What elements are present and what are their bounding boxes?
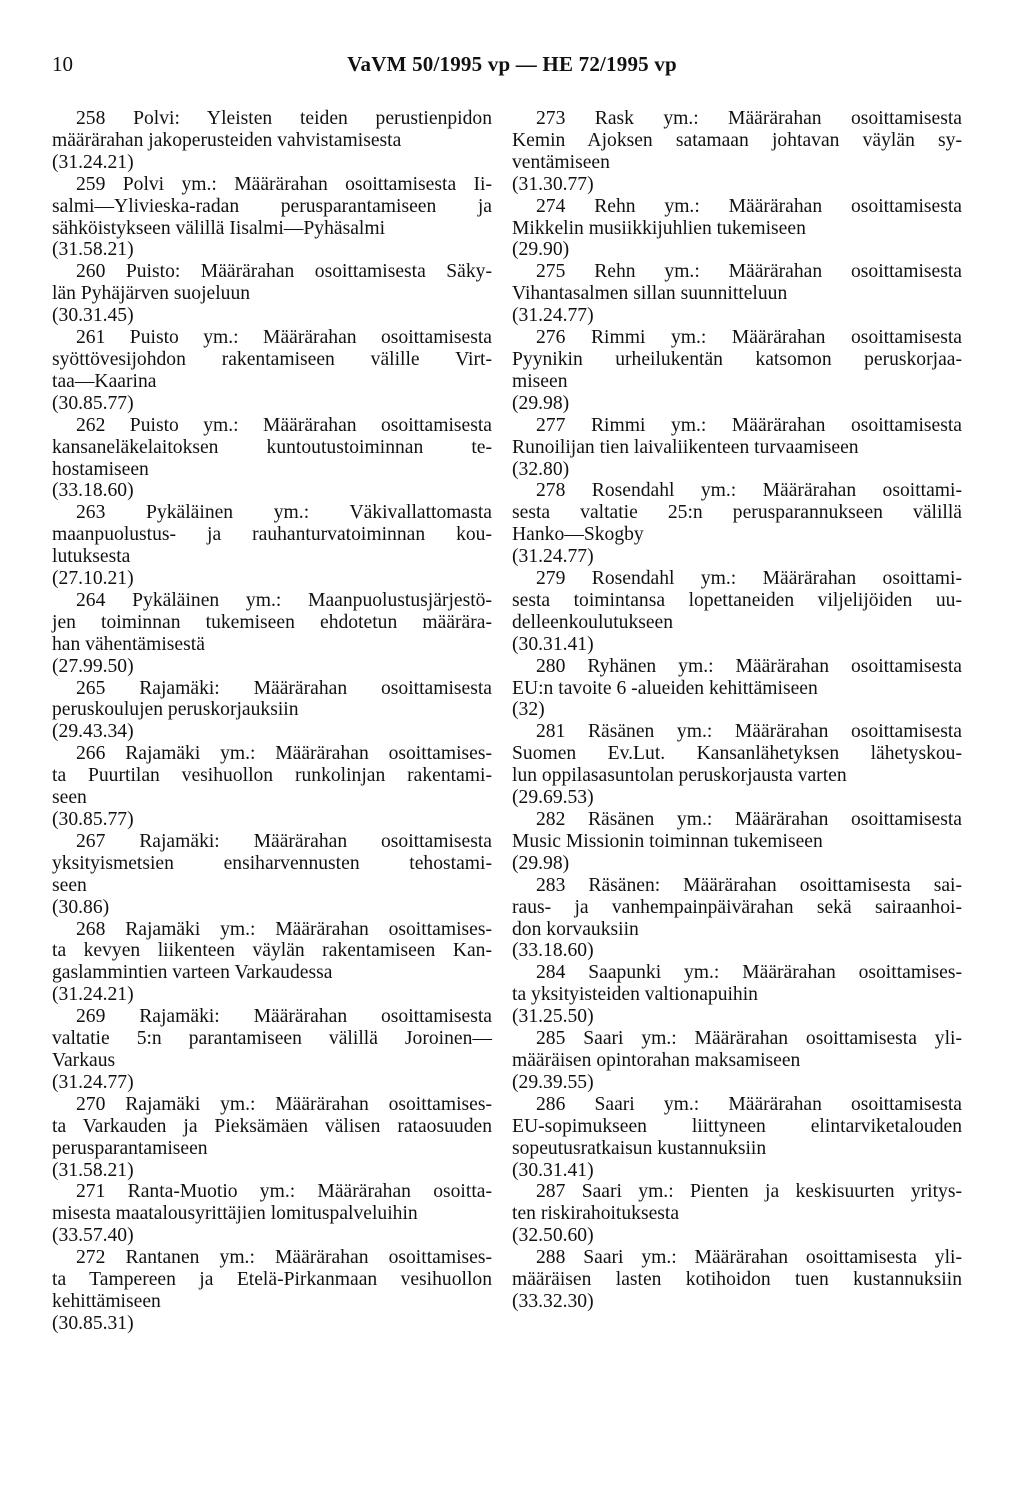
text-line: 273 Rask ym.: Määrärahan osoittamisesta [536, 108, 962, 129]
text-line: seen [52, 874, 87, 896]
text-line: EU:n tavoite 6 -alueiden kehittämiseen [512, 677, 818, 699]
text-line: lun oppilasasuntolan peruskorjausta varten [512, 765, 847, 787]
text-line: delleenkoulutukseen [512, 611, 674, 633]
text-line: 261 Puisto ym.: Määrärahan osoittamisesta [76, 327, 492, 349]
text-line: 282 Räsänen ym.: Määrärahan osoittamisesta [536, 809, 962, 830]
text-line: (33.32.30) [512, 1290, 594, 1312]
text-line: määräisen opintorahan maksamiseen [512, 1049, 801, 1071]
text-line: seen [52, 787, 87, 809]
text-line: (31.24.77) [512, 546, 594, 568]
text-line: (31.24.77) [512, 305, 594, 327]
text-line: 275 Rehn ym.: Määrärahan osoittamisesta [536, 261, 962, 283]
text-line: sesta toimintansa lopettaneiden viljelijöiden uu- [512, 589, 962, 611]
text-line: 276 Rimmi ym.: Määrärahan osoittamisesta [536, 327, 962, 349]
text-line: (31.24.21) [52, 984, 134, 1006]
text-line: Mikkelin musiikkijuhlien tukemiseen [512, 217, 806, 239]
text-line: 266 Rajamäki ym.: Määrärahan osoittamises- [76, 743, 492, 765]
text-line: (32.50.60) [512, 1225, 594, 1247]
text-line: Kemin Ajoksen satamaan johtavan väylän sy- [512, 129, 962, 151]
text-line: (30.31.41) [512, 1159, 594, 1181]
text-line: valtatie 5:n parantamiseen välillä Joroinen— [52, 1028, 492, 1050]
text-line: 262 Puisto ym.: Määrärahan osoittamisesta [76, 414, 492, 436]
text-line: 284 Saapunki ym.: Määrärahan osoittamises- [536, 962, 962, 984]
text-line: taa—Kaarina [52, 370, 157, 392]
text-line: lutuksesta [52, 546, 131, 568]
text-line: ta Puurtilan vesihuollon runkolinjan rakentami- [52, 765, 492, 787]
text-line: miseen [512, 370, 568, 392]
text-line: 259 Polvi ym.: Määrärahan osoittamisesta Ii- [76, 173, 492, 195]
running-head: VaVM 50/1995 vp — HE 72/1995 vp [347, 52, 677, 76]
text-line: (33.18.60) [52, 480, 134, 502]
text-line: 286 Saari ym.: Määrärahan osoittamisesta [536, 1093, 962, 1115]
text-line: 260 Puisto: Määrärahan osoittamisesta Säky- [76, 261, 492, 283]
text-line: (30.85.77) [52, 809, 134, 830]
text-line: (29.43.34) [52, 721, 134, 743]
text-line: syöttövesijohdon rakentamiseen välille Virt- [52, 348, 492, 370]
text-line: misesta maatalousyrittäjien lomituspalveluihin [52, 1203, 418, 1225]
text-line: sesta valtatie 25:n perusparannukseen välillä [512, 502, 962, 524]
text-line: 258 Polvi: Yleisten teiden perustienpidon [76, 108, 492, 129]
text-line: (33.18.60) [512, 940, 594, 962]
text-line: ventämiseen [512, 151, 610, 173]
text-line: (27.99.50) [52, 655, 134, 677]
text-line: ta Tampereen ja Etelä-Pirkanmaan vesihuollon [52, 1269, 492, 1291]
text-line: län Pyhäjärven suojeluun [52, 283, 251, 305]
text-line: 272 Rantanen ym.: Määrärahan osoittamises- [76, 1247, 492, 1269]
text-line: Runoilijan tien laivaliikenteen turvaamiseen [512, 436, 859, 458]
text-line: (31.24.77) [52, 1071, 134, 1093]
text-line: (29.98) [512, 852, 570, 874]
text-line: 279 Rosendahl ym.: Määrärahan osoittami- [536, 568, 962, 590]
text-line: han vähentämisestä [52, 633, 205, 655]
text-line: (31.30.77) [512, 173, 594, 195]
text-line: salmi—Ylivieska-radan perusparantamiseen ja [52, 195, 492, 217]
text-line: 263 Pykäläinen ym.: Väkivallattomasta [76, 502, 492, 524]
text-line: 268 Rajamäki ym.: Määrärahan osoittamises- [76, 918, 492, 940]
text-line: (32.80) [512, 458, 570, 480]
text-line: jen toiminnan tukemiseen ehdotetun määrära- [52, 611, 492, 633]
text-line: (29.39.55) [512, 1071, 594, 1093]
text-line: määrärahan jakoperusteiden vahvistamisesta [52, 129, 402, 151]
text-line: sopeutusratkaisun kustannuksiin [512, 1137, 767, 1159]
text-line: (30.86) [52, 896, 110, 918]
text-line: EU-sopimukseen liittyneen elintarviketalouden [512, 1115, 962, 1137]
text-line: ta Varkauden ja Pieksämäen välisen rataosuuden [52, 1115, 492, 1137]
text-line: (29.90) [512, 239, 570, 261]
text-line: gaslammintien varteen Varkaudessa [52, 962, 333, 984]
text-line: raus- ja vanhempainpäivärahan sekä sairaanhoi- [512, 896, 962, 918]
text-line: sähköistykseen välillä Iisalmi—Pyhäsalmi [52, 217, 386, 239]
text-line: Vihantasalmen sillan suunnitteluun [512, 283, 788, 305]
text-line: (29.69.53) [512, 787, 594, 809]
text-line: (30.31.45) [52, 305, 134, 327]
text-line: Music Missionin toiminnan tukemiseen [512, 830, 823, 852]
text-line: (30.85.77) [52, 392, 134, 414]
text-line: perusparantamiseen [52, 1137, 208, 1159]
text-line: 270 Rajamäki ym.: Määrärahan osoittamises- [76, 1093, 492, 1115]
text-line: 264 Pykäläinen ym.: Maanpuolustusjärjestö- [76, 589, 492, 611]
text-line: 271 Ranta-Muotio ym.: Määrärahan osoitta- [76, 1181, 492, 1203]
text-line: Suomen Ev.Lut. Kansanlähetyksen lähetyskou- [512, 743, 962, 765]
page-number: 10 [52, 52, 73, 76]
text-line: (31.58.21) [52, 1159, 134, 1181]
text-line: (30.85.31) [52, 1312, 134, 1334]
text-line: peruskoulujen peruskorjauksiin [52, 699, 299, 721]
text-line: 274 Rehn ym.: Määrärahan osoittamisesta [536, 195, 962, 217]
text-line: (30.31.41) [512, 633, 594, 655]
text-line: (29.98) [512, 392, 570, 414]
text-line: don korvauksiin [512, 918, 639, 940]
text-line: (33.57.40) [52, 1225, 134, 1247]
text-line: 278 Rosendahl ym.: Määrärahan osoittami- [536, 480, 962, 502]
left-column [52, 108, 492, 1335]
text-line: 287 Saari ym.: Pienten ja keskisuurten yritys- [536, 1181, 962, 1203]
right-column [512, 108, 962, 1313]
text-line: 280 Ryhänen ym.: Määrärahan osoittamisesta [536, 655, 962, 677]
text-line: hostamiseen [52, 458, 149, 480]
text-line: maanpuolustus- ja rauhanturvatoiminnan kou- [52, 524, 492, 546]
text-line: ta yksityisteiden valtionapuihin [512, 984, 758, 1006]
text-line: (31.25.50) [512, 1006, 594, 1028]
text-line: 277 Rimmi ym.: Määrärahan osoittamisesta [536, 414, 962, 436]
text-line: määräisen lasten kotihoidon tuen kustannuksiin [512, 1269, 962, 1291]
text-line: 283 Räsänen: Määrärahan osoittamisesta sai- [536, 874, 962, 896]
text-line: Pyynikin urheilukentän katsomon peruskorjaa- [512, 348, 962, 370]
text-line: 288 Saari ym.: Määrärahan osoittamisesta yli- [536, 1247, 962, 1269]
text-line: 267 Rajamäki: Määrärahan osoittamisesta [76, 830, 492, 852]
text-line: (32) [512, 699, 545, 721]
text-line: ten riskirahoituksesta [512, 1203, 680, 1225]
text-line: kehittämiseen [52, 1290, 161, 1312]
text-line: Varkaus [52, 1049, 116, 1071]
text-line: 269 Rajamäki: Määrärahan osoittamisesta [76, 1006, 492, 1028]
text-line: Hanko—Skogby [512, 524, 644, 546]
text-line: yksityismetsien ensiharvennusten tehostami- [52, 852, 492, 874]
text-line: kansaneläkelaitoksen kuntoutustoiminnan te- [52, 436, 492, 458]
text-line: ta kevyen liikenteen väylän rakentamiseen Kan- [52, 940, 492, 962]
text-line: 281 Räsänen ym.: Määrärahan osoittamisesta [536, 721, 962, 743]
text-line: (27.10.21) [52, 568, 134, 590]
text-line: 285 Saari ym.: Määrärahan osoittamisesta yli- [536, 1028, 962, 1050]
text-line: (31.24.21) [52, 151, 134, 173]
text-line: 265 Rajamäki: Määrärahan osoittamisesta [76, 677, 492, 699]
text-line: (31.58.21) [52, 239, 134, 261]
